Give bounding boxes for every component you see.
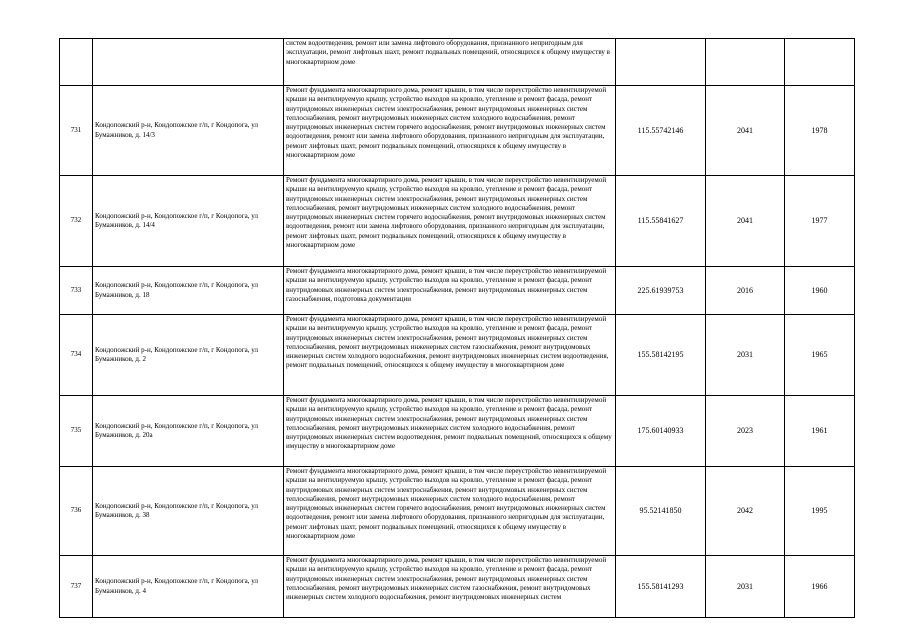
row-address: Кондопожский р-н, Кондопожское г/п, г Кондопога, ул Бумажников, д. 18: [93, 267, 284, 315]
row-cost: [616, 39, 706, 86]
capital-repair-table: [59, 38, 855, 618]
row-address: Кондопожский р-н, Кондопожское г/п, г Кондопога, ул Бумажников, д. 14/4: [93, 176, 284, 267]
row-year-built: 1977: [785, 176, 855, 267]
row-year-built: 1978: [785, 86, 855, 176]
row-address: Кондопожский р-н, Кондопожское г/п, г Кондопога, ул Бумажников, д. 14/3: [93, 86, 284, 176]
row-cost: 115.55841627: [616, 176, 706, 267]
row-cost: 95.52141850: [616, 467, 706, 556]
row-number: 732: [60, 176, 93, 267]
row-year-built: 1961: [785, 396, 855, 467]
row-cost: 175.60140933: [616, 396, 706, 467]
row-year-built: 1966: [785, 556, 855, 618]
row-cost: 155.58142195: [616, 315, 706, 396]
row-number: 734: [60, 315, 93, 396]
row-number: 731: [60, 86, 93, 176]
row-works: систем водоотведения, ремонт или замена лифтового оборудования, признанного непригодным для эксплуатации, ремонт лифтовых шахт, ремонт подвальных помещений, относящихся к общему имуществу в многоквартирном доме: [284, 39, 616, 86]
row-works: Ремонт фундамента многоквартирного дома, ремонт крыши, в том числе переустройство невентилируемой крыши на вентилируемую крышу, устройство выходов на кровлю, утепление и ремонт фасада, ремонт внутридомовых инженерных систем электроснабжения, ремонт внутридомовых инженерных систем теплоснабжения, ремонт внутридомовых инженерных систем холодного водоснабжения, ремонт внутридомовых инженерных систем горячего водоснабжения, ремонт внутридомовых инженерных систем водоотведения, ремонт или замена лифтового оборудования, признанного непригодным для эксплуатации, ремонт лифтовых шахт, ремонт подвальных помещений, относящихся к общему имуществу в многоквартирном доме: [284, 176, 616, 267]
table-row: [60, 467, 855, 556]
row-number: [60, 39, 93, 86]
row-address: Кондопожский р-н, Кондопожское г/п, г Кондопога, ул Бумажников, д. 38: [93, 467, 284, 556]
row-address: Кондопожский р-н, Кондопожское г/п, г Кондопога, ул Бумажников, д. 20а: [93, 396, 284, 467]
row-address: [93, 39, 284, 86]
row-year-plan: 2023: [706, 396, 785, 467]
row-number: 736: [60, 467, 93, 556]
row-cost: 155.58141293: [616, 556, 706, 618]
row-works: Ремонт фундамента многоквартирного дома, ремонт крыши, в том числе переустройство невентилируемой крыши на вентилируемую крышу, устройство выходов на кровлю, утепление и ремонт фасада, ремонт внутридомовых инженерных систем электроснабжения, ремонт внутридомовых инженерных систем теплоснабжения, ремонт внутридомовых инженерных систем холодного водоснабжения, ремонт внутридомовых инженерных систем водоотведения, ремонт подвальных помещений, относящихся к общему имуществу в многоквартирном доме: [284, 396, 616, 467]
row-number: 737: [60, 556, 93, 618]
row-year-plan: 2041: [706, 176, 785, 267]
row-address: Кондопожский р-н, Кондопожское г/п, г Кондопога, ул Бумажников, д. 2: [93, 315, 284, 396]
table-row: [60, 86, 855, 176]
row-cost: 225.61939753: [616, 267, 706, 315]
table-row: [60, 315, 855, 396]
row-year-built: 1995: [785, 467, 855, 556]
row-cost: 115.55742146: [616, 86, 706, 176]
table-row: [60, 176, 855, 267]
table-row: [60, 267, 855, 315]
row-year-built: [785, 39, 855, 86]
row-works: Ремонт фундамента многоквартирного дома, ремонт крыши, в том числе переустройство невентилируемой крыши на вентилируемую крышу, устройство выходов на кровлю, утепление и ремонт фасада, ремонт внутридомовых инженерных систем электроснабжения, ремонт внутридомовых инженерных систем теплоснабжения, ремонт внутридомовых инженерных систем холодного водоснабжения, ремонт внутридомовых инженерных систем горячего водоснабжения, ремонт внутридомовых инженерных систем водоотведения, ремонт или замена лифтового оборудования, признанного непригодным для эксплуатации, ремонт лифтовых шахт, ремонт подвальных помещений, относящихся к общему имуществу в многоквартирном доме: [284, 86, 616, 176]
row-year-plan: 2042: [706, 467, 785, 556]
row-works: Ремонт фундамента многоквартирного дома, ремонт крыши, в том числе переустройство невентилируемой крыши на вентилируемую крышу, устройство выходов на кровлю, утепление и ремонт фасада, ремонт внутридомовых инженерных систем электроснабжения, ремонт внутридомовых инженерных систем теплоснабжения, ремонт внутридомовых инженерных систем газоснабжения, ремонт внутридомовых инженерных систем холодного водоснабжения, ремонт внутридомовых инженерных систем водоотведения, ремонт подвальных помещений, относящихся к общему имуществу в многоквартирном доме: [284, 315, 616, 396]
row-year-plan: 2041: [706, 86, 785, 176]
row-year-built: 1960: [785, 267, 855, 315]
row-year-plan: 2016: [706, 267, 785, 315]
row-works: Ремонт фундамента многоквартирного дома, ремонт крыши, в том числе переустройство невентилируемой крыши на вентилируемую крышу, устройство выходов на кровлю, утепление и ремонт фасада, ремонт внутридомовых инженерных систем электроснабжения, ремонт внутридомовых инженерных систем теплоснабжения, ремонт внутридомовых инженерных систем газоснабжения, ремонт внутридомовых инженерных систем холодного водоснабжения, ремонт внутридомовых инженерных систем: [284, 556, 616, 618]
row-works: Ремонт фундамента многоквартирного дома, ремонт крыши, в том числе переустройство невентилируемой крыши на вентилируемую крышу, устройство выходов на кровлю, утепление и ремонт фасада, ремонт внутридомовых инженерных систем электроснабжения, ремонт внутридомовых инженерных систем газоснабжения, подготовка документации: [284, 267, 616, 315]
row-number: 735: [60, 396, 93, 467]
table-row: [60, 39, 855, 86]
row-address: Кондопожский р-н, Кондопожское г/п, г Кондопога, ул Бумажников, д. 4: [93, 556, 284, 618]
row-works: Ремонт фундамента многоквартирного дома, ремонт крыши, в том числе переустройство невентилируемой крыши на вентилируемую крышу, устройство выходов на кровлю, утепление и ремонт фасада, ремонт внутридомовых инженерных систем электроснабжения, ремонт внутридомовых инженерных систем теплоснабжения, ремонт внутридомовых инженерных систем холодного водоснабжения, ремонт внутридомовых инженерных систем горячего водоснабжения, ремонт внутридомовых инженерных систем водоотведения, ремонт или замена лифтового оборудования, признанного непригодным для эксплуатации, ремонт лифтовых шахт, ремонт подвальных помещений, относящихся к общему имуществу в многоквартирном доме: [284, 467, 616, 556]
row-year-plan: [706, 39, 785, 86]
row-year-plan: 2031: [706, 315, 785, 396]
row-number: 733: [60, 267, 93, 315]
row-year-plan: 2031: [706, 556, 785, 618]
table-row: [60, 396, 855, 467]
table-row: [60, 556, 855, 618]
row-year-built: 1965: [785, 315, 855, 396]
